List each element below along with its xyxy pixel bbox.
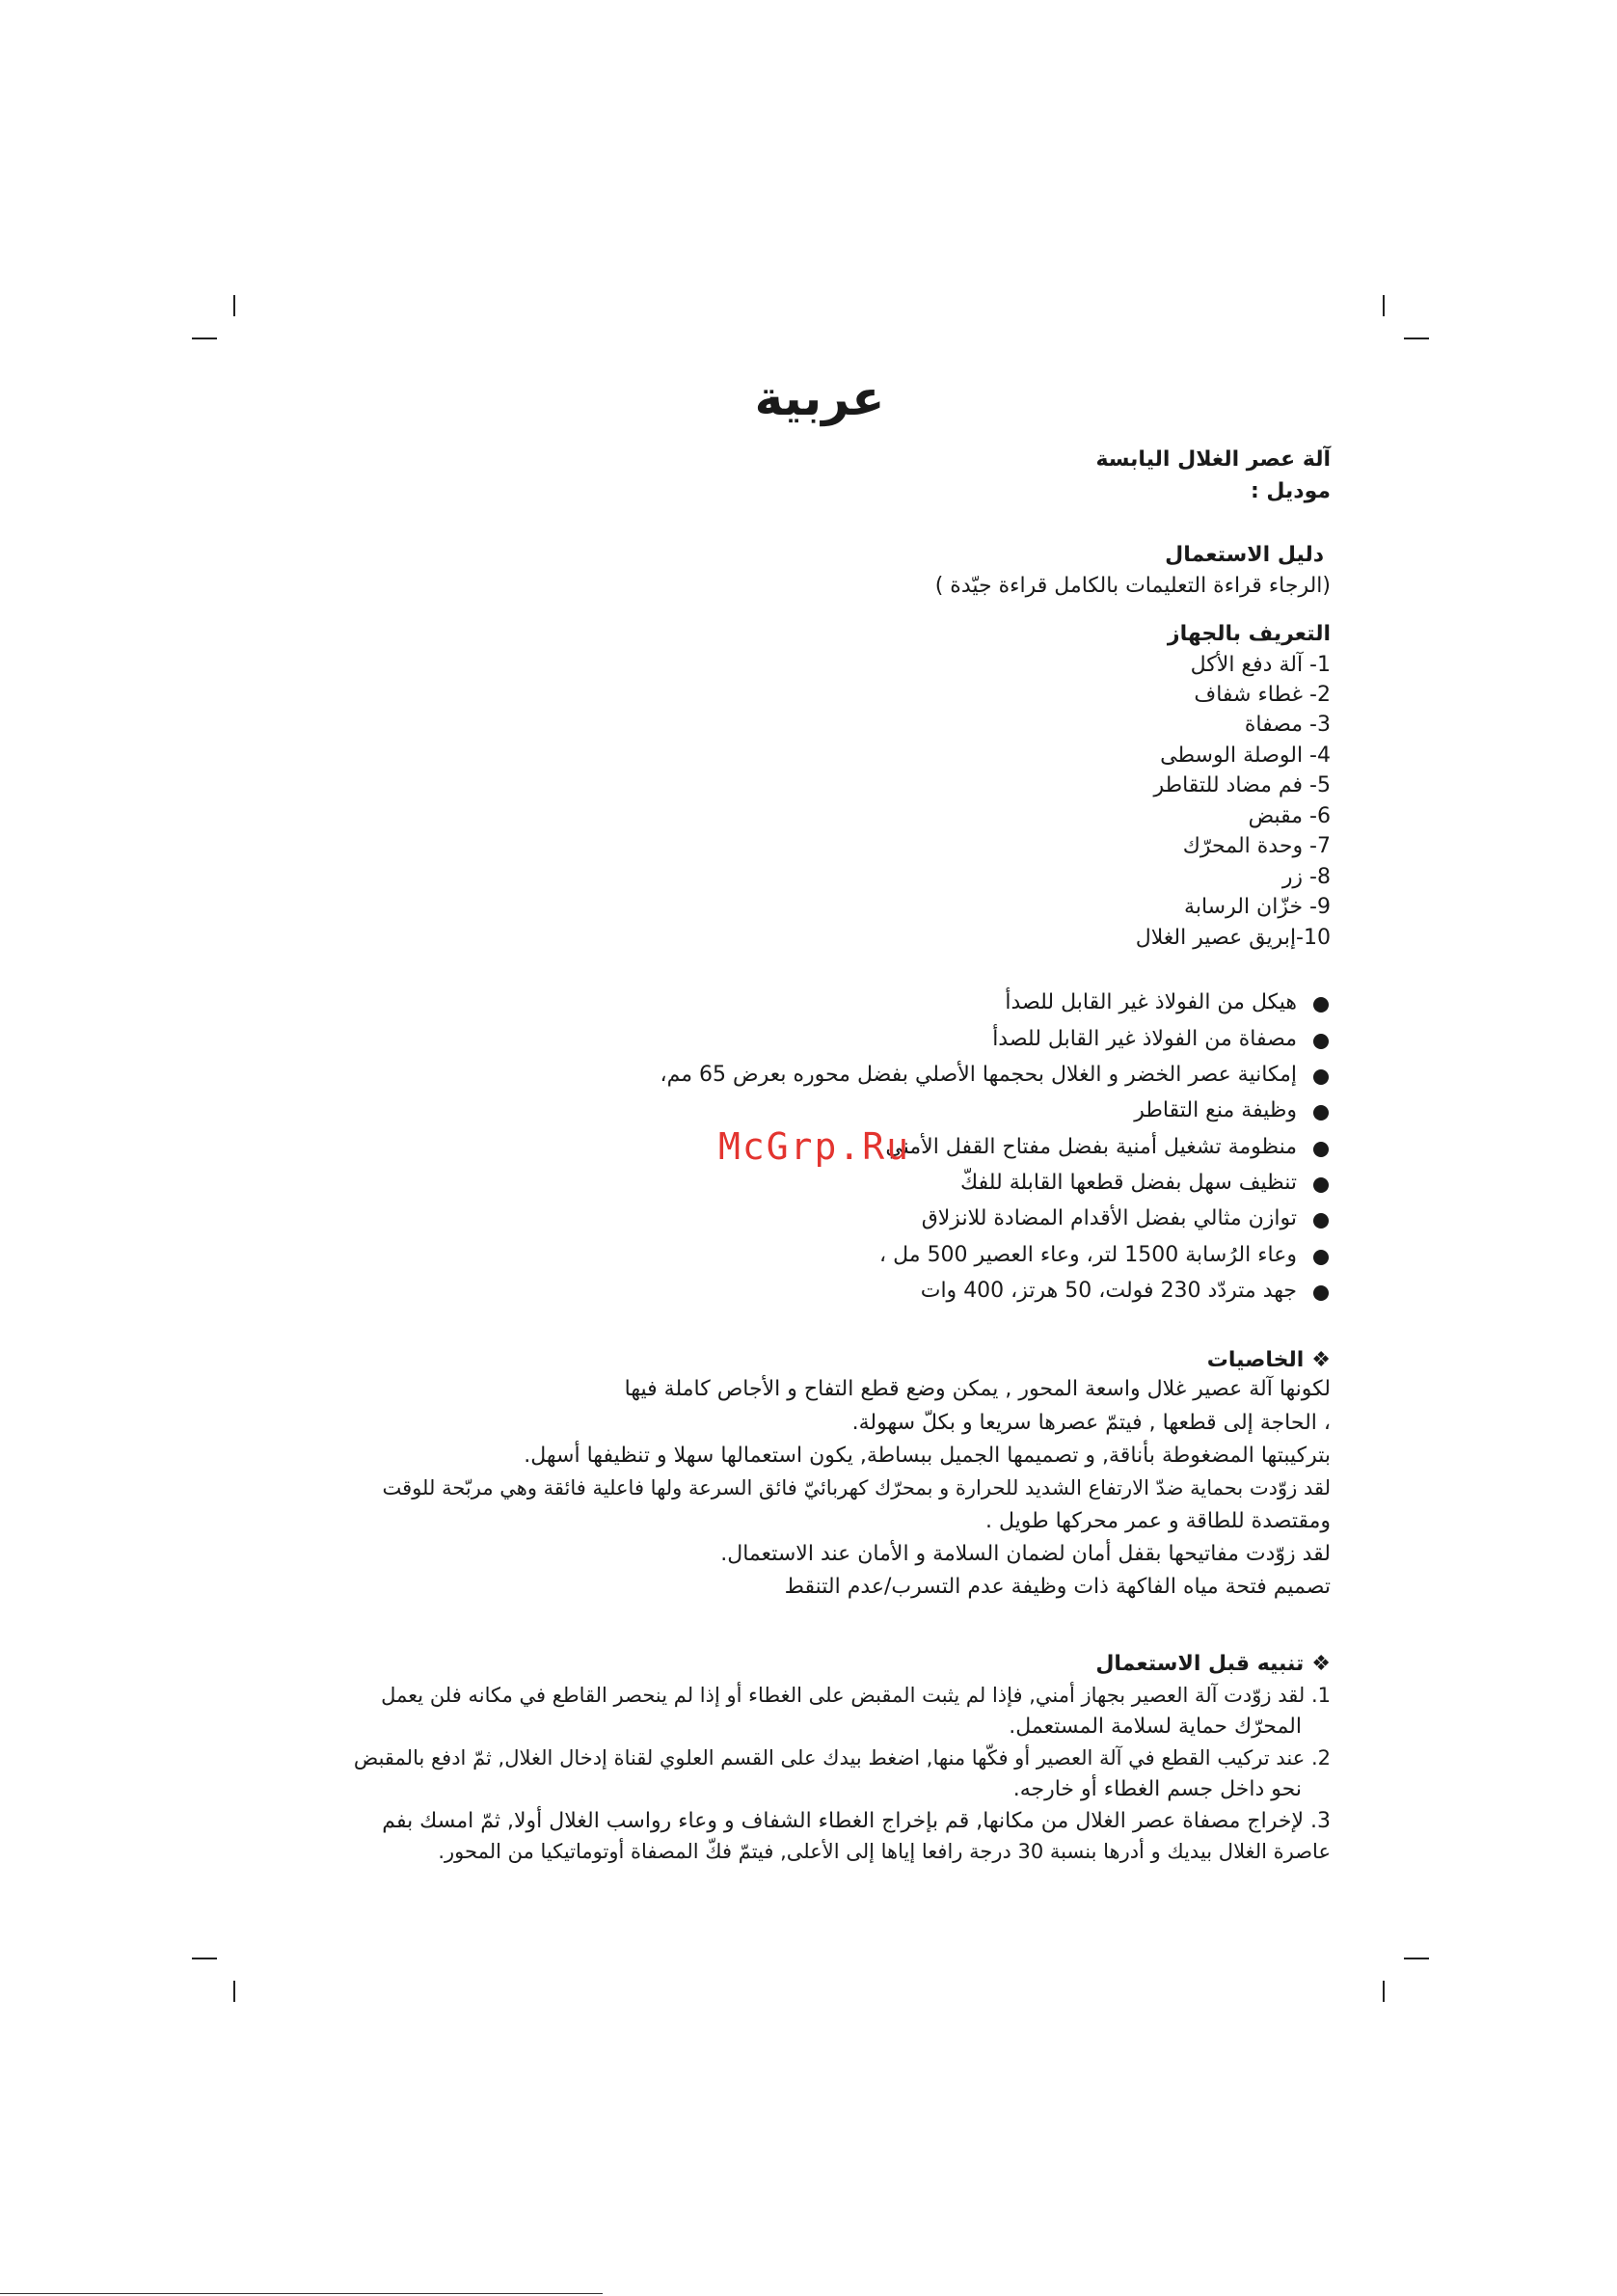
feature-item: جهد متردّد 230 فولت، 50 هرتز، 400 وات [920,1279,1297,1303]
crop-mark [1404,1958,1429,1959]
properties-line: ومقتصدة للطاقة و عمر محركها طويل . [984,1509,1331,1533]
crop-mark [233,295,235,316]
watermark: McGrp.Ru [718,1125,911,1168]
bullet-icon [1313,1105,1329,1121]
warning-heading [1095,1652,1331,1676]
feature-item: مصفاة من الفولاذ غير القابل للصدأ [992,1027,1297,1051]
feature-item: منظومة تشغيل أمنية بفضل مفتاح القفل الأمني [885,1135,1297,1159]
properties-line: لقد زوّدت بحماية ضدّ الارتفاع الشديد للحرارة و بمحرّك كهربائيّ فائق السرعة ولها فاعلية فائقة وهي مربّحة للوقت [382,1476,1331,1499]
properties-line: تصميم فتحة مياه الفاكهة ذات وظيفة عدم التسرب/عدم التنقط [784,1575,1331,1599]
part-item: 5- فم مضاد للتقاطر [1153,773,1331,797]
part-item: 4- الوصلة الوسطى [1160,743,1331,768]
part-item: 2- غطاء شفاف [1194,683,1331,707]
manual-note: (الرجاء قراءة التعليمات بالكامل قراءة جيّدة ) [934,574,1331,598]
device-heading: التعريف بالجهاز [1167,622,1331,646]
feature-item: توازن مثالي بفضل الأقدام المضادة للانزلاق [921,1206,1297,1230]
feature-item: هيكل من الفولاذ غير القابل للصدأ [1005,990,1297,1014]
diamond-icon: ❖ [1311,1652,1331,1676]
properties-heading [1207,1348,1331,1372]
bullet-icon [1313,997,1329,1013]
properties-line: بتركيبتها المضغوطة بأناقة, و تصميمها الجميل ببساطة, يكون استعمالها سهلا و تنظيفها أسهل. [524,1444,1331,1468]
part-item: 9- خزّان الرسابة [1184,895,1331,919]
warning-line: المحرّك حماية لسلامة المستعمل. [1009,1715,1302,1739]
properties-heading-text: الخاصيات [1206,1348,1305,1372]
properties-line: لكونها آلة عصير غلال واسعة المحور , يمكن وضع قطع التفاح و الأجاص كاملة فيها [624,1377,1331,1401]
part-item: 1- آلة دفع الأكل [1190,653,1331,677]
warning-line: نحو داخل جسم الغطاء أو خارجه. [1012,1777,1302,1801]
part-item: 8- زر [1281,865,1331,889]
warning-line: 2. عند تركيب القطع في آلة العصير أو فكّها منها, اضغط بيدك على القسم العلوي لقناة إدخال الغلال, ثمّ ادفع بالمقبض [353,1746,1331,1769]
warning-line: 3. لإخراج مصفاة عصر الغلال من مكانها, قم بإخراج الغطاء الشفاف و وعاء رواسب الغلال أولا, ثمّ امسك بفم [382,1809,1331,1833]
crop-mark [192,1958,217,1959]
feature-item: وعاء الرُسابة 1500 لتر، وعاء العصير 500 مل ، [879,1243,1297,1267]
page-title: عربية [754,370,885,426]
crop-mark [1383,295,1385,316]
bullet-icon [1313,1034,1329,1049]
properties-line: ، الحاجة إلى قطعها , فيتمّ عصرها سريعا و بكلّ سهولة. [851,1411,1331,1435]
bullet-icon [1313,1213,1329,1229]
manual-heading: دليل الاستعمال [1165,543,1324,567]
feature-item: تنظيف سهل بفضل قطعها القابلة للفكّ [960,1171,1297,1195]
product-name: آلة عصر الغلال اليابسة [1095,447,1331,472]
bullet-icon [1313,1177,1329,1193]
model-label: موديل : [1250,479,1331,503]
warning-heading-text: تنبيه قبل الاستعمال [1095,1652,1305,1676]
part-item: 3- مصفاة [1244,713,1331,737]
part-item: 6- مقبض [1248,804,1331,828]
crop-mark [192,338,217,339]
bullet-icon [1313,1250,1329,1265]
crop-mark [233,1981,235,2002]
properties-line: لقد زوّدت مفاتيحها بقفل أمان لضمان السلامة و الأمان عند الاستعمال. [720,1542,1331,1566]
feature-item: إمكانية عصر الخضر و الغلال بحجمها الأصلي بفضل محوره بعرض 65 مم، [660,1063,1297,1087]
part-item: 10-إبريق عصير الغلال [1135,926,1331,950]
bullet-icon [1313,1069,1329,1085]
footer-rule [0,2293,603,2294]
crop-mark [1404,338,1429,339]
part-item: 7- وحدة المحرّك [1182,834,1331,858]
feature-item: وظيفة منع التقاطر [1134,1098,1297,1122]
diamond-icon: ❖ [1311,1348,1331,1372]
bullet-icon [1313,1285,1329,1301]
crop-mark [1383,1981,1385,2002]
warning-line: 1. لقد زوّدت آلة العصير بجهاز أمني, فإذا لم يثبت المقبض على الغطاء أو إذا لم ينحصر القاطع في مكانه فلن يعمل [381,1684,1331,1707]
warning-line: عاصرة الغلال بيديك و أدرها بنسبة 30 درجة رافعا إياها إلى الأعلى, فيتمّ فكّ المصفاة أوتوماتيكيا من المحور. [438,1840,1331,1863]
bullet-icon [1313,1142,1329,1157]
